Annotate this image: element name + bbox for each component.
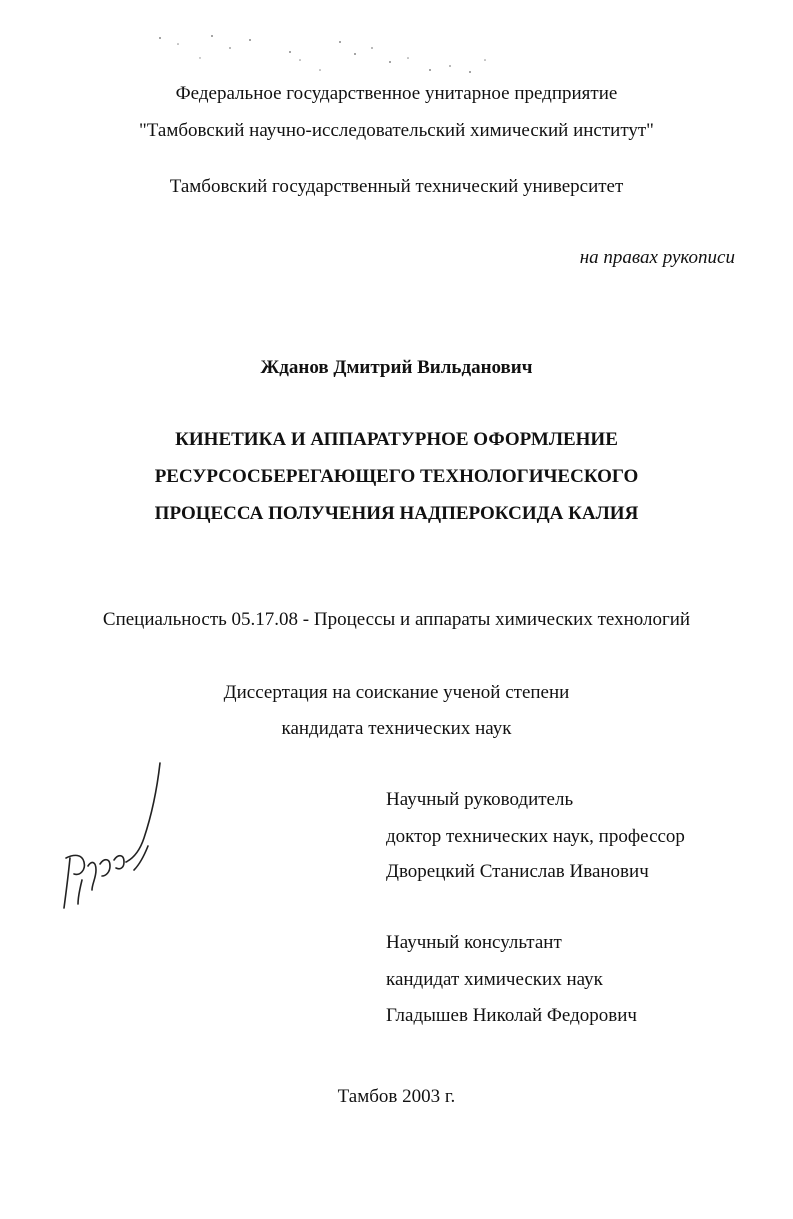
consultant-role: Научный консультант bbox=[386, 932, 562, 953]
place-year: Тамбов 2003 г. bbox=[337, 1086, 456, 1107]
title-line-3: ПРОЦЕССА ПОЛУЧЕНИЯ НАДПЕРОКСИДА КАЛИЯ bbox=[154, 503, 639, 524]
scan-noise bbox=[140, 30, 500, 85]
university-name: Тамбовский государственный технический университет bbox=[169, 176, 624, 197]
supervisor-name: Дворецкий Станислав Иванович bbox=[386, 861, 649, 882]
title-line-2: РЕСУРСОСБЕРЕГАЮЩЕГО ТЕХНОЛОГИЧЕСКОГО bbox=[154, 466, 639, 487]
specialty: Специальность 05.17.08 - Процессы и аппараты химических технологий bbox=[102, 609, 691, 630]
title-line-1: КИНЕТИКА И АППАРАТУРНОЕ ОФОРМЛЕНИЕ bbox=[175, 429, 618, 450]
org-line-1: Федеральное государственное унитарное предприятие bbox=[175, 83, 618, 104]
consultant-name: Гладышев Николай Федорович bbox=[386, 1005, 637, 1026]
consultant-degree: кандидат химических наук bbox=[386, 969, 603, 990]
supervisor-degree: доктор технических наук, профессор bbox=[386, 826, 685, 847]
dissertation-line-1: Диссертация на соискание ученой степени bbox=[223, 682, 570, 703]
dissertation-line-2: кандидата технических наук bbox=[281, 718, 512, 739]
author-name: Жданов Дмитрий Вильданович bbox=[260, 357, 533, 378]
supervisor-role: Научный руководитель bbox=[386, 789, 574, 810]
signature bbox=[52, 758, 192, 918]
manuscript-note: на правах рукописи bbox=[579, 247, 735, 268]
org-line-2: "Тамбовский научно-исследовательский химический институт" bbox=[139, 120, 654, 141]
